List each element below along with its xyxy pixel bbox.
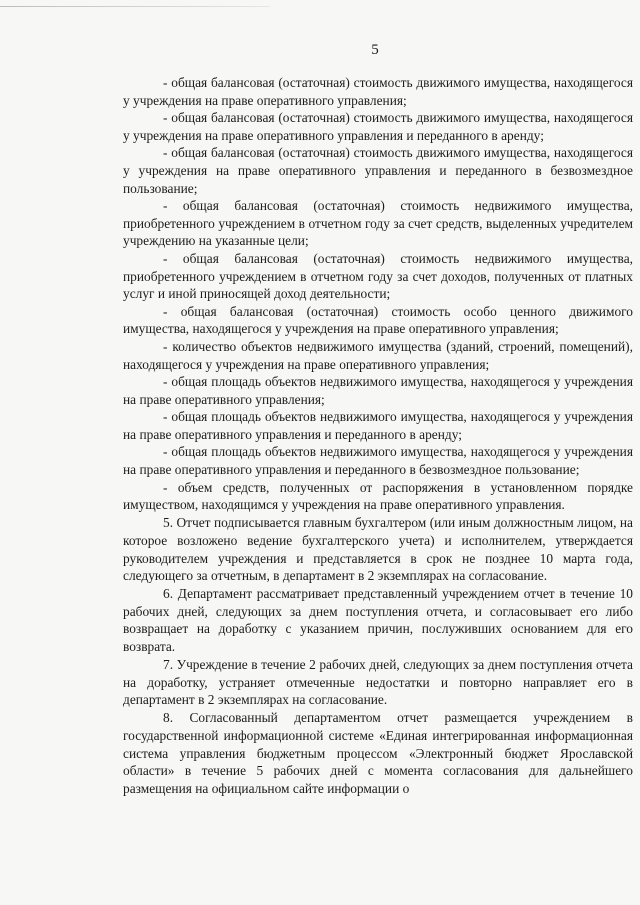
- clause-7: 7. Учреждение в течение 2 рабочих дней, следующих за днем поступления отчета на доработку, устраняет отмеченные недостатки и повторно направляет его в департамент в 2 экземплярах на согласование.: [123, 657, 633, 708]
- list-item-disposal-funds: - объем средств, полученных от распоряжения в установленном порядке имуществом, находящимся у учреждения на праве оперативного управления.: [123, 479, 633, 513]
- list-item-movable-property-lease: - общая балансовая (остаточная) стоимость движимого имущества, находящегося у учреждения на праве оперативного управления и переданного в аренду;: [123, 110, 633, 143]
- list-item-movable-property-free-use: - общая балансовая (остаточная) стоимость движимого имущества, находящегося у учреждения на праве оперативного управления и переданного в безвозмездное пользование;: [123, 145, 633, 196]
- list-item-real-estate-area-free-use: - общая площадь объектов недвижимого имущества, находящегося у учреждения на праве оперативного управления и переданного в безвозмездное пользование;: [123, 444, 633, 478]
- document-body: [123, 74, 633, 797]
- clause-6: 6. Департамент рассматривает представленный учреждением отчет в течение 10 рабочих дней, следующих за днем поступления отчета, и согласовывает его либо возвращает на доработку с указанием причин, послуживших основанием для его возврата.: [123, 586, 633, 654]
- scan-artifact-line: [0, 6, 270, 7]
- clause-8: 8. Согласованный департаментом отчет размещается учреждением в государственной информационной системе «Единая интегрированная информационная система управления бюджетным процессом «Электронный бюджет Ярославской области» в течение 5 рабочих дней с момента согласования для дальнейшего размещения на официальном сайте информации о: [123, 710, 633, 796]
- clause-5: 5. Отчет подписывается главным бухгалтером (или иным должностным лицом, на которое возложено ведение бухгалтерского учета) и исполнителем, утверждается руководителем учреждения и представляется в срок не позднее 10 марта года, следующего за отчетным, в департамент в 2 экземплярах на согласование.: [123, 515, 633, 584]
- list-item-especially-valuable-property: - общая балансовая (остаточная) стоимость особо ценного движимого имущества, находящегося у учреждения на праве оперативного управления;: [123, 303, 633, 337]
- page-number: 5: [371, 42, 379, 58]
- list-item-real-estate-area: - общая площадь объектов недвижимого имущества, находящегося у учреждения на праве оперативного управления;: [123, 374, 633, 407]
- list-item-real-estate-count: - количество объектов недвижимого имущества (зданий, строений, помещений), находящегося у учреждения на праве оперативного управления;: [123, 338, 633, 372]
- list-item-real-estate-paid-services: - общая балансовая (остаточная) стоимость недвижимого имущества, приобретенного учреждением в отчетном году за счет доходов, полученных от платных услуг и иной приносящей доход деятельности;: [123, 250, 633, 302]
- list-item-real-estate-area-lease: - общая площадь объектов недвижимого имущества, находящегося у учреждения на праве оперативного управления и переданного в аренду;: [123, 409, 633, 442]
- list-item-movable-property: - общая балансовая (остаточная) стоимость движимого имущества, находящегося у учреждения на праве оперативного управления;: [123, 75, 633, 108]
- list-item-real-estate-founder-funds: - общая балансовая (остаточная) стоимость недвижимого имущества, приобретенного учреждением в отчетном году за счет средств, выделенных учредителем учреждению на указанные цели;: [123, 198, 633, 249]
